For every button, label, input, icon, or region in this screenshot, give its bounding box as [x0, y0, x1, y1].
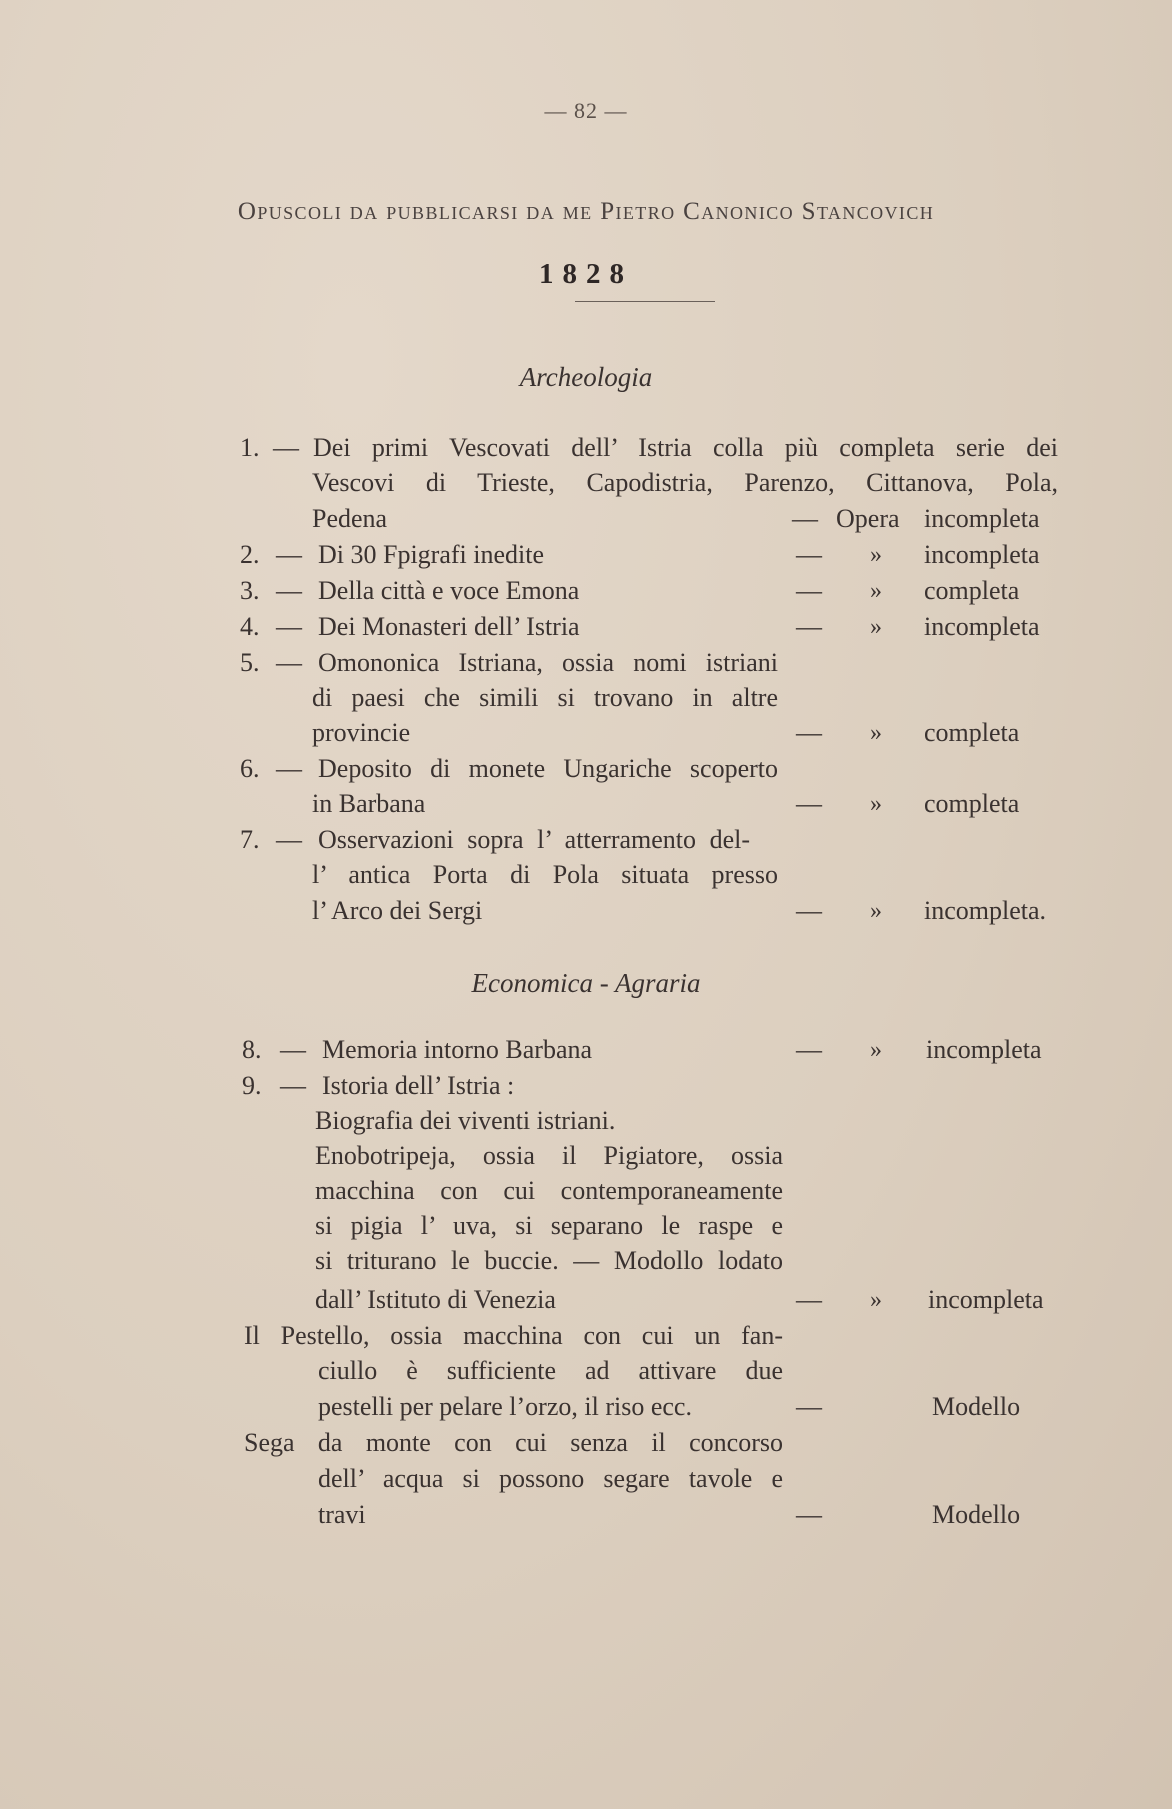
item-text-line: l’ Arco dei Sergi [312, 896, 483, 925]
leader-dash: — [796, 540, 822, 569]
ditto-mark: » [870, 1037, 882, 1063]
item-separator: — [276, 612, 302, 641]
item-separator: — [280, 1071, 306, 1100]
item-text-line: travi [318, 1500, 366, 1529]
item-number: 1. [240, 433, 260, 462]
item-text-line: Memoria intorno Barbana [322, 1035, 593, 1064]
leader-dash: — [796, 718, 822, 747]
item-text-line: Enobotripeja, ossia il Pigiatore, ossia [315, 1141, 783, 1170]
leader-dash: — [796, 789, 822, 818]
item-separator: — [280, 1035, 306, 1064]
item-status: incompleta [924, 504, 1040, 533]
leader-dash: — [796, 1392, 822, 1421]
item-text-line: di paesi che simili si trovano in altre [312, 683, 778, 712]
item-separator: — [276, 648, 302, 677]
ditto-mark: » [870, 720, 882, 746]
section-heading-archeologia: Archeologia [519, 362, 653, 392]
title-rule [575, 301, 715, 302]
item-text-line: Della città e voce Emona [318, 576, 580, 605]
ditto-mark: » [870, 542, 882, 568]
item-text-line: in Barbana [312, 789, 426, 818]
leader-dash: — [792, 504, 818, 533]
document-title: Opuscoli da pubblicarsi da me Pietro Canonico Stancovich [237, 198, 935, 225]
item-separator: — [276, 825, 302, 854]
item-text-line: macchina con cui contemporaneamente [315, 1176, 783, 1205]
item-status: incompleta [924, 540, 1040, 569]
item-number: 5. [240, 648, 260, 677]
item-text-line: si pigia l’ uva, si separano le raspe e [315, 1211, 783, 1240]
item-status: Modello [932, 1392, 1021, 1421]
ditto-mark: » [870, 578, 882, 604]
leader-dash: — [796, 576, 822, 605]
item-status: completa [924, 789, 1020, 818]
item-status: incompleta [928, 1285, 1044, 1314]
item-text-line: si triturano le buccie. — Modollo lodato [315, 1246, 783, 1275]
item-text-line: Dei primi Vescovati dell’ Istria colla più completa serie dei [313, 433, 1058, 462]
item-text-line: dell’ acqua si possono segare tavole e [318, 1464, 783, 1493]
section-heading-economica-agraria: Economica - Agraria [471, 968, 701, 998]
ditto-mark: » [870, 1287, 882, 1313]
item-number: 7. [240, 825, 260, 854]
item-number: 4. [240, 612, 260, 641]
ditto-mark: » [870, 791, 882, 817]
page-number: — 82 — [544, 98, 628, 123]
item-number: 8. [242, 1035, 262, 1064]
item-text-line: Dei Monasteri dell’ Istria [318, 612, 580, 641]
item-text-line: Biografia dei viventi istriani. [315, 1106, 616, 1135]
leader-dash: — [796, 1500, 822, 1529]
item-text-line: dall’ Istituto di Venezia [315, 1285, 556, 1314]
item-text-line: pestelli per pelare l’orzo, il riso ecc. [318, 1392, 692, 1421]
item-status: completa [924, 718, 1020, 747]
ditto-mark: » [870, 898, 882, 924]
item-text-line: Istoria dell’ Istria : [322, 1071, 515, 1100]
item-kind: Opera [836, 504, 900, 533]
item-text-line: Osservazioni sopra l’ atterramento del- [318, 825, 750, 854]
item-text-line: provincie [312, 718, 411, 747]
item-number: 9. [242, 1071, 262, 1100]
item-separator: — [276, 754, 302, 783]
item-status: completa [924, 576, 1020, 605]
item-status: incompleta [926, 1035, 1042, 1064]
item-separator: — [276, 540, 302, 569]
item-number: 2. [240, 540, 260, 569]
leader-dash: — [796, 612, 822, 641]
item-text-line: Il Pestello, ossia macchina con cui un fan- [244, 1321, 783, 1350]
item-text-line: Deposito di monete Ungariche scoperto [318, 754, 778, 783]
item-text-line: l’ antica Porta di Pola situata presso [312, 860, 778, 889]
leader-dash: — [796, 896, 822, 925]
item-number: 3. [240, 576, 260, 605]
item-text-line: Omononica Istriana, ossia nomi istriani [318, 648, 778, 677]
item-text-line: Pedena [312, 504, 388, 533]
item-separator: — [276, 576, 302, 605]
item-text-line: Di 30 Fpigrafi inedite [318, 540, 545, 569]
item-number: 6. [240, 754, 260, 783]
year-heading: 1828 [539, 258, 633, 290]
ditto-mark: » [870, 614, 882, 640]
item-text-line: ciullo è sufficiente ad attivare due [318, 1356, 783, 1385]
item-text-line: Sega da monte con cui senza il concorso [244, 1428, 783, 1457]
item-status: incompleta. [924, 896, 1047, 925]
item-status: Modello [932, 1500, 1021, 1529]
item-status: incompleta [924, 612, 1040, 641]
leader-dash: — [796, 1285, 822, 1314]
item-text-line: Vescovi di Trieste, Capodistria, Parenzo, Cittanova, Pola, [312, 468, 1058, 497]
item-separator: — [273, 433, 299, 462]
leader-dash: — [796, 1035, 822, 1064]
